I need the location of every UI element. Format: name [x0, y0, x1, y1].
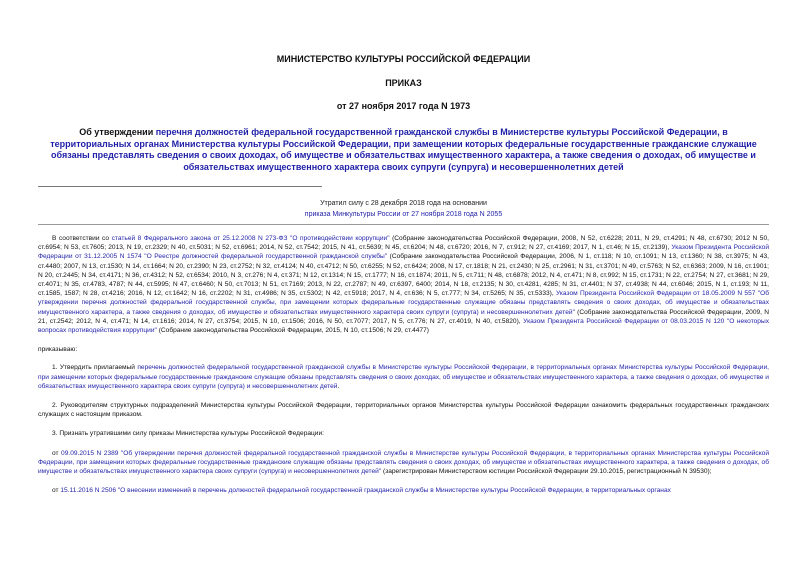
item-3a-end: (зарегистрирован Министерством юстиции Российской Федерации 29.10.2015, регистрационный N 39530); — [381, 468, 712, 476]
item-1-text: 1. Утвердить прилагаемый — [52, 364, 138, 372]
preamble-text: В соответствии со — [52, 235, 112, 242]
item-3b-text: от — [52, 487, 61, 495]
item-1-end: . — [337, 382, 340, 390]
law-273-link[interactable]: статьей 8 Федерального закона от 25.12.2008 N 273-ФЗ "О противодействии коррупции" — [111, 235, 390, 242]
order-word: приказываю: — [38, 346, 78, 354]
decree-557-link[interactable]: Указом Президента Российской Федерации от 18.05.2009 N 557 "Об утверждении перечня должностей федеральной государственной службы, при замещении которых федеральные государственные служащие обязаны представлять сведения о своих доходах, об имуществе и обязательствах имущественного характера, а также сведения о доходах, об имуществе и обязательствах имущественного характера своих супруги (супруга) и несовершеннолетних детей" — [38, 290, 769, 316]
item-2: 2. Руководителям структурных подразделений Министерства культуры Российской Федерации, территориальных органов Министерства культуры Российской Федерации ознакомить федеральных государственных гражданских служащих с настоящим приказом. — [38, 402, 769, 419]
item-3a — [38, 449, 769, 477]
repealing-order-link[interactable]: приказа Минкультуры России от 27 ноября 2018 года N 2055 — [304, 211, 503, 218]
preamble-text: (Собрание законодательства Российской Федерации, 2006, N 1, ст.118; N 10, ст.1091; N 13, ст.1360; N 38, ст.3975; N 43, ст.4480; 2007, N 13, ст.1530; N 14, ст.1664; N 20, ст.2390; N 23, ст.2752; N 32, ст.4124; N 40, ст.4712; N 50, ст.6255; N 52, ст.6424; 2008, N 17, ст.1818; N 21, ст.2430; N 25, ст.2961; N 31, ст.3701; N 49, ст.5763; N 52, ст.6363; 2009, N 16, ст.1901; N 20, ст.2445; N 34, ст.4171; N 36, ст.4312; N 52, ст.6534; 2010, N 3, ст.276; N 4, ст.371; N 12, ст.1314; N 15, ст.1777; N 16, ст.1874; 2011, N 5, ст.711; N 48, ст.6878; 2012, N 4, ст.471; N 8, ст.992; N 15, ст.1731; N 22, ст.2754; N 27, ст.3681; N 29, ст.4071; N 35, ст.4783, 4787; N 44, ст.5995; N 47, ст.6460; N 50, ст.7013; N 51, ст.7169; 2013, N 22, ст.2787; N 49, ст.6397, 6400; 2014, N 18, ст.2135; N 30, ст.4281, 4285; N 31, ст.4401; N 37, ст.4938; N 44, ст.6046; 2015, N 1, ст.193; N 11, ст.1585, 1587; N 28, ст.4216; 2016, N 12, ст.1642; N 16, ст.2202; N 31, ст.4986; N 35, ст.5302; N 42, ст.5918; 2017, N 4, ст.636; N 5, ст.777; N 34, ст.5265; N 35, ст.5333), — [38, 253, 769, 298]
status-divider — [38, 224, 769, 225]
title-divider — [38, 186, 322, 187]
preamble-text: (Собрание законодательства Российской Федерации, 2008, N 52, ст.6228; 2011, N 29, ст.4291; N 48, ст.6730; 2012 N 50, ст.6954; N 53, ст.7605; 2013, N 19, ст.2329; N 40, ст.5031; N 52, ст.6961; 2014, N 52, ст.7542; 2015, N 41, ст.5639; N 45, ст.6204; N 48, ст.6720; 2016, N 7, ст.912; N 27, ст.4169; 2017, N 1, ст.46; N 15, ст.2139), — [38, 235, 769, 252]
status-notice — [0, 198, 807, 220]
title-list-link[interactable]: перечня должностей федеральной государственной гражданской службы в Министерстве культуры Российской Федерации, в территориальных органах Министерства культуры Российской Федерации, при замещении которых федеральные государственные гражданские служащие обязаны представлять сведения о своих доходах, об имуществе и обязательствах имущественного характера, а также сведения о доходах, об имуществе и обязательствах имущественного характера своих супруги (супруга) и несовершеннолетних детей — [50, 127, 757, 172]
item-1 — [38, 363, 769, 391]
item-3b — [38, 486, 769, 495]
order-2506-link[interactable]: 15.11.2016 N 2506 "О внесении изменений в перечень должностей федеральной государственной гражданской службы в Министерстве культуры Российской Федерации, в территориальных органах — [60, 487, 671, 495]
order-2389-link[interactable]: 09.09.2015 N 2389 "Об утверждении перечня должностей федеральной государственной гражданской службы в Министерстве культуры Российской Федерации, в территориальных органах Министерства культуры Российской Федерации, при замещении которых федеральные государственные гражданские служащие обязаны представлять сведения о своих доходах, об имуществе и обязательствах имущественного характера, а также сведения о доходах, об имуществе и обязательствах имущественного характера своих супруги (супруга) и несовершеннолетних детей" — [38, 449, 769, 476]
item-3a-text: от — [52, 449, 62, 457]
decree-1574-link[interactable]: Указом Президента Российской Федерации от 31.12.2005 N 1574 "О Реестре должностей федеральной государственной гражданской службы" — [38, 244, 770, 261]
preamble-text: (Собрание законодательства Российской Федерации, 2009, N 21, ст.2542; 2012, N 4, ст.471; N 14, ст.1616; 2014, N 27, ст.3754; 2015, N 10, ст.1506; 2016, N 50, ст.7077; 2017, N 5, ст.776; N 27, ст.4019, N 40, ст.5820), — [38, 308, 770, 325]
item-3: 3. Признать утратившими силу приказы Министерства культуры Российской Федерации: — [52, 430, 325, 438]
decree-120-link[interactable]: Указом Президента Российской Федерации от 08.03.2015 N 120 "О некоторых вопросах противодействия коррупции" — [38, 317, 770, 335]
status-line: Утратил силу с 28 декабря 2018 года на основании — [320, 200, 487, 207]
document-body — [38, 234, 769, 495]
doc-type-heading: ПРИКАЗ — [385, 78, 422, 88]
document-title — [38, 127, 769, 173]
approved-list-link[interactable]: перечень должностей федеральной государственной гражданской службы в Министерстве культуры Российской Федерации, в территориальных органах Министерства культуры Российской Федерации, при замещении которых федеральные государственные гражданские служащие обязаны представлять сведения о своих доходах, об имуществе и обязательствах имущественного характера, а также сведения о доходах, об имуществе и обязательствах имущественного характера своих супруги (супруга) и несовершеннолетних детей — [38, 364, 769, 390]
title-prefix: Об утверждении — [79, 127, 156, 137]
preamble-paragraph — [38, 234, 769, 335]
doc-date-number: от 27 ноября 2017 года N 1973 — [336, 101, 471, 111]
ministry-heading: МИНИСТЕРСТВО КУЛЬТУРЫ РОССИЙСКОЙ ФЕДЕРАЦИИ — [276, 54, 531, 64]
preamble-text: (Собрание законодательства Российской Федерации, 2015, N 10, ст.1506; N 29, ст.4477) — [156, 327, 429, 335]
